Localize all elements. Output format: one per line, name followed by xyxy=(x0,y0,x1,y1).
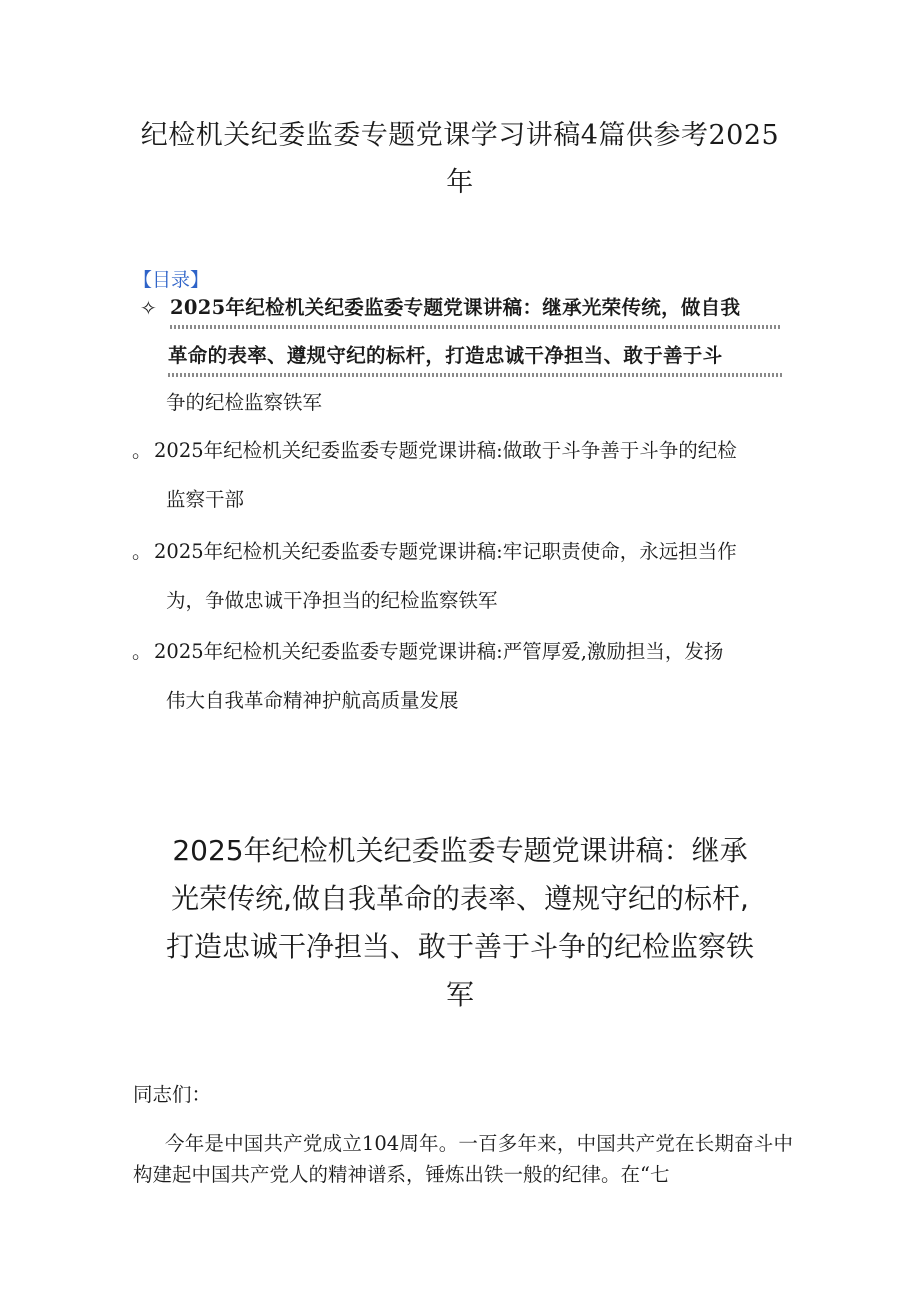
section-heading-line-1: 2025年纪检机关纪委监委专题党课讲稿：继承 xyxy=(172,834,748,867)
toc-entry-4-line-2: 伟大自我革命精神护航高质量发展 xyxy=(166,689,459,712)
diamond-bullet-icon: ✧ xyxy=(140,296,157,320)
toc-label[interactable]: 【目录】 xyxy=(133,269,210,291)
toc-entry-1-line-3: 争的纪检监察铁军 xyxy=(166,391,323,414)
toc-bullet: 。 xyxy=(132,640,152,663)
document-title xyxy=(130,112,790,206)
salutation: 同志们： xyxy=(133,1083,212,1106)
toc-entry-4-line-1: 2025年纪检机关纪委监委专题党课讲稿:严管厚爱,激励担当，发扬 xyxy=(154,640,724,663)
section-heading-line-3: 打造忠诚干净担当、敢于善于斗争的纪检监察铁 xyxy=(165,930,754,963)
toc-entry-2-line-2: 监察干部 xyxy=(166,488,245,511)
section-heading-line-2: 光荣传统,做自我革命的表率、遵规守纪的标杆, xyxy=(171,882,749,915)
toc-entry-3-line-2: 为，争做忠诚干净担当的纪检监察铁军 xyxy=(166,589,498,612)
document-title-line-2: 年 xyxy=(446,167,474,198)
document-title-line-1: 纪检机关纪委监委专题党课学习讲稿4篇供参考2025 xyxy=(140,120,780,151)
toc-bullet: 。 xyxy=(132,439,152,462)
toc-entry-2-line-1: 2025年纪检机关纪委监委专题党课讲稿:做敢于斗争善于斗争的纪检 xyxy=(154,439,737,462)
body-paragraph: 今年是中国共产党成立104周年。一百多年来，中国共产党在长期奋斗中构建起中国共产党人的精神谱系，锤炼出铁一般的纪律。在“七 xyxy=(133,1132,793,1186)
toc-entry-1-line-2: 革命的表率、遵规守纪的标杆，打造忠诚干净担当、敢于善于斗 xyxy=(168,344,723,367)
toc-bullet: 。 xyxy=(132,540,152,563)
spellcheck-underline xyxy=(170,325,782,329)
section-heading xyxy=(130,827,790,1019)
section-heading-line-4: 军 xyxy=(445,978,474,1011)
toc-entry-1-line-1: 2025年纪检机关纪委监委专题党课讲稿：继承光荣传统，做自我 xyxy=(170,296,741,319)
toc-entry-3-line-1: 2025年纪检机关纪委监委专题党课讲稿:牢记职责使命，永远担当作 xyxy=(154,540,737,563)
spellcheck-underline xyxy=(168,373,782,377)
